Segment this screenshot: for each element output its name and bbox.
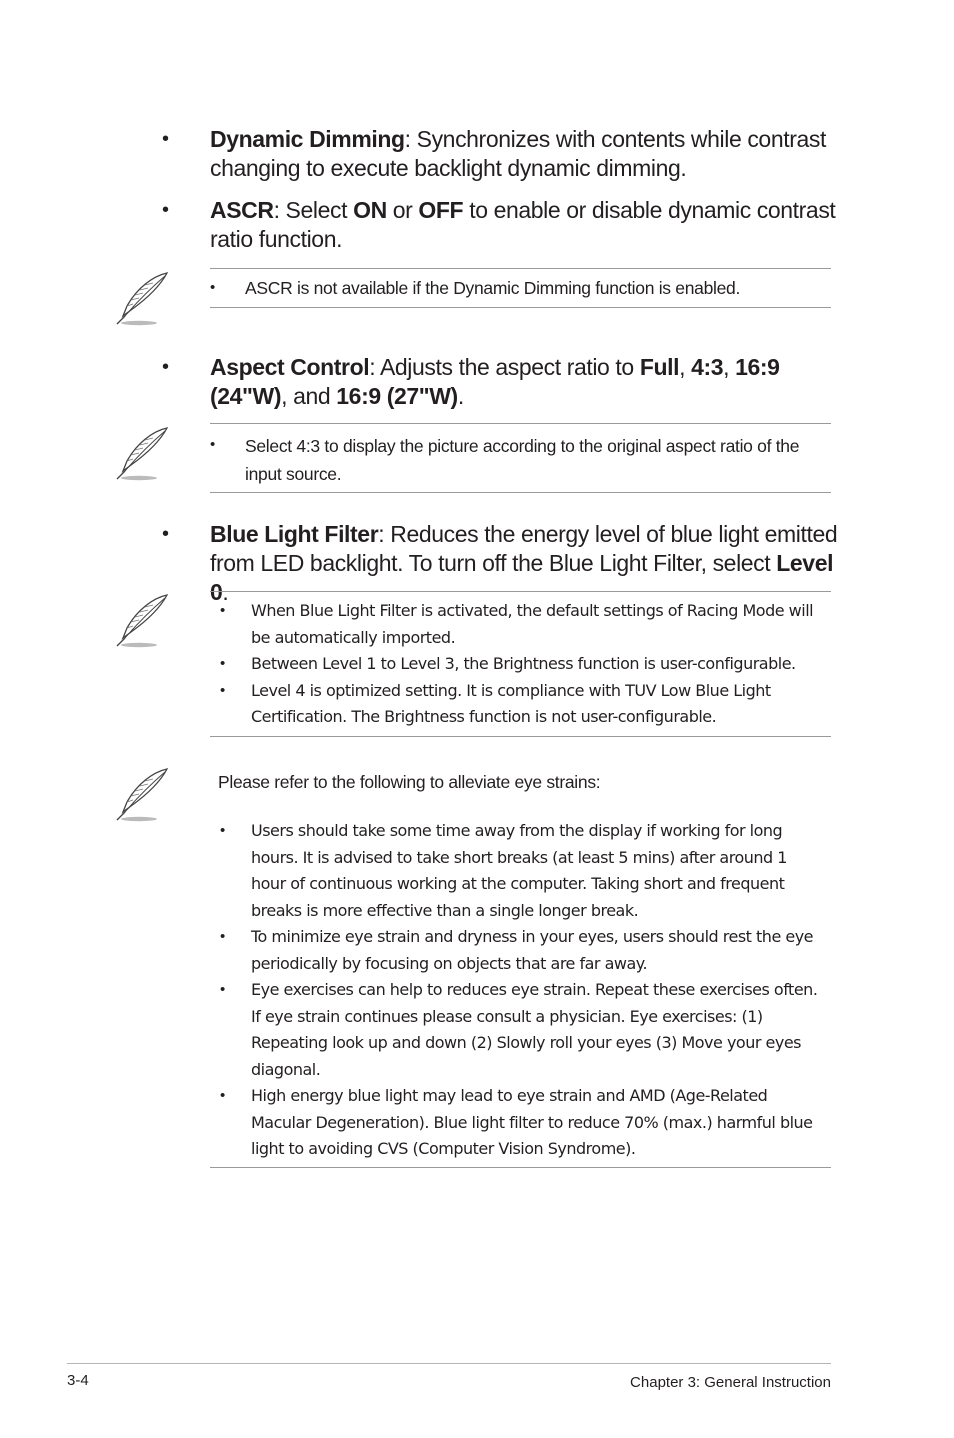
bullet-ascr: [0, 196, 954, 256]
note-item: • When Blue Light Filter is activated, the default settings of Racing Mode will be automatically imported.: [220, 598, 831, 651]
note-eye-strain: [210, 768, 831, 1168]
note-bullet-dot: •: [220, 981, 225, 998]
note-item: • Select 4:3 to display the picture according to the original aspect ratio of the input source.: [210, 432, 831, 488]
note-item: • Eye exercises can help to reduces eye strain. Repeat these exercises often. If eye strain continues please consult a physician. Eye exercises: (1) Repeating look up and down (2) Slowly roll your eyes (3) Move your eyes diagonal.: [220, 977, 831, 1083]
bullet-dot: •: [162, 523, 169, 545]
note-intro: Please refer to the following to alleviate eye strains:: [218, 772, 601, 792]
bullet-dot: •: [162, 356, 169, 378]
note-item: • ASCR is not available if the Dynamic Dimming function is enabled.: [210, 275, 831, 302]
note-feather-icon: [113, 766, 173, 824]
note-item: • Level 4 is optimized setting. It is compliance with TUV Low Blue Light Certification. The Brightness function is not user-configurable.: [220, 678, 831, 731]
chapter-title: Chapter 3: General Instruction: [630, 1374, 831, 1391]
note-feather-icon: [113, 425, 173, 483]
note-item: • To minimize eye strain and dryness in your eyes, users should rest the eye periodically by focusing on objects that are far away.: [220, 924, 831, 977]
bullet-dynamic-dimming: [0, 125, 954, 185]
bullet-text: Blue Light Filter: Reduces the energy level of blue light emitted from LED backlight. To turn off the Blue Light Filter, select Level 0.: [210, 521, 838, 605]
bullet-blue-light-filter: [0, 520, 954, 605]
bullet-aspect-control: [0, 353, 954, 413]
note-bullet-dot: •: [220, 602, 225, 619]
note-item: • Users should take some time away from the display if working for long hours. It is advised to take short breaks (at least 5 mins) after around 1 hour of continuous working at the computer. Taking short and frequent breaks is more effective than a single longer break.: [220, 818, 831, 924]
bullet-dot: •: [162, 128, 169, 150]
note-blue-light-filter: [210, 591, 831, 737]
bullet-text: Dynamic Dimming: Synchronizes with contents while contrast changing to execute backlight dynamic dimming.: [210, 126, 826, 181]
bullet-text: Aspect Control: Adjusts the aspect ratio to Full, 4:3, 16:9 (24"W), and 16:9 (27"W).: [210, 354, 780, 409]
note-bullet-dot: •: [210, 436, 215, 453]
bullet-text: ASCR: Select ON or OFF to enable or disable dynamic contrast ratio function.: [210, 197, 836, 252]
bullet-dot: •: [162, 199, 169, 221]
note-feather-icon: [113, 270, 173, 328]
term-aspect-control: Aspect Control: [210, 354, 370, 380]
note-bullet-dot: •: [210, 279, 215, 296]
page-number: 3-4: [67, 1372, 89, 1389]
term-dynamic-dimming: Dynamic Dimming: [210, 126, 405, 152]
term-blue-light-filter: Blue Light Filter: [210, 521, 379, 547]
footer-divider: [67, 1363, 831, 1364]
note-list: [210, 818, 831, 1163]
note-list: [210, 598, 831, 731]
note-item: • High energy blue light may lead to eye strain and AMD (Age-Related Macular Degeneration). Blue light filter to reduce 70% (max.) harmful blue light to avoiding CVS (Computer Vision Syndrome).: [220, 1083, 831, 1163]
note-item: • Between Level 1 to Level 3, the Brightness function is user-configurable.: [220, 651, 831, 678]
note-bullet-dot: •: [220, 655, 225, 672]
note-ascr: [210, 268, 831, 308]
note-feather-icon: [113, 592, 173, 650]
note-aspect: [210, 423, 831, 493]
note-bullet-dot: •: [220, 1087, 225, 1104]
term-ascr: ASCR: [210, 197, 274, 223]
note-bullet-dot: •: [220, 822, 225, 839]
note-bullet-dot: •: [220, 681, 225, 699]
note-bullet-dot: •: [220, 928, 225, 945]
